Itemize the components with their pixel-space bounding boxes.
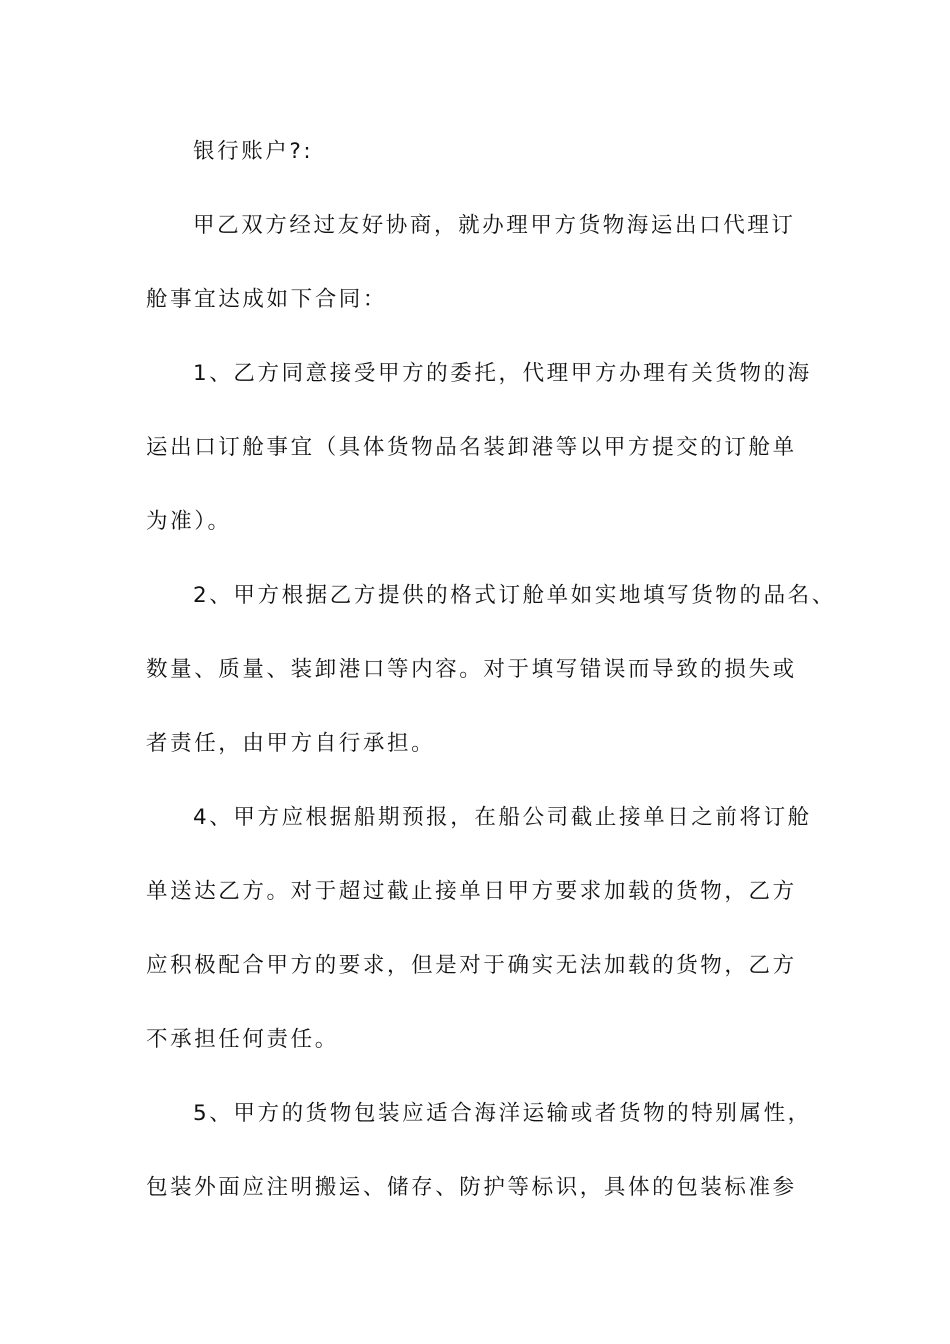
clause-2-line-1: 2、甲方根据乙方提供的格式订舱单如实地填写货物的品名、 xyxy=(193,583,836,608)
bank-account-label: 银行账户?: xyxy=(193,139,314,164)
clause-4-line-3: 应积极配合甲方的要求，但是对于确实无法加载的货物，乙方 xyxy=(146,953,797,978)
clause-1-line-3: 为准）。 xyxy=(146,509,232,534)
clause-5-line-2: 包装外面应注明搬运、储存、防护等标识，具体的包装标准参 xyxy=(146,1175,797,1200)
clause-4-line-1: 4、甲方应根据船期预报，在船公司截止接单日之前将订舱 xyxy=(193,805,812,830)
clause-2-line-3: 者责任，由甲方自行承担。 xyxy=(146,731,436,756)
paragraph-intro-line-2: 舱事宜达成如下合同： xyxy=(146,287,388,312)
paragraph-intro-line-1: 甲乙双方经过友好协商，就办理甲方货物海运出口代理订 xyxy=(193,213,796,238)
clause-5-line-1: 5、甲方的货物包装应适合海洋运输或者货物的特别属性， xyxy=(193,1101,812,1126)
clause-2-line-2: 数量、质量、装卸港口等内容。对于填写错误而导致的损失或 xyxy=(146,657,797,682)
clause-4-line-4: 不承担任何责任。 xyxy=(146,1027,339,1052)
clause-4-line-2: 单送达乙方。对于超过截止接单日甲方要求加载的货物，乙方 xyxy=(146,879,797,904)
clause-1-line-2: 运出口订舱事宜（具体货物品名装卸港等以甲方提交的订舱单 xyxy=(146,435,797,460)
clause-1-line-1: 1、乙方同意接受甲方的委托，代理甲方办理有关货物的海 xyxy=(193,361,812,386)
